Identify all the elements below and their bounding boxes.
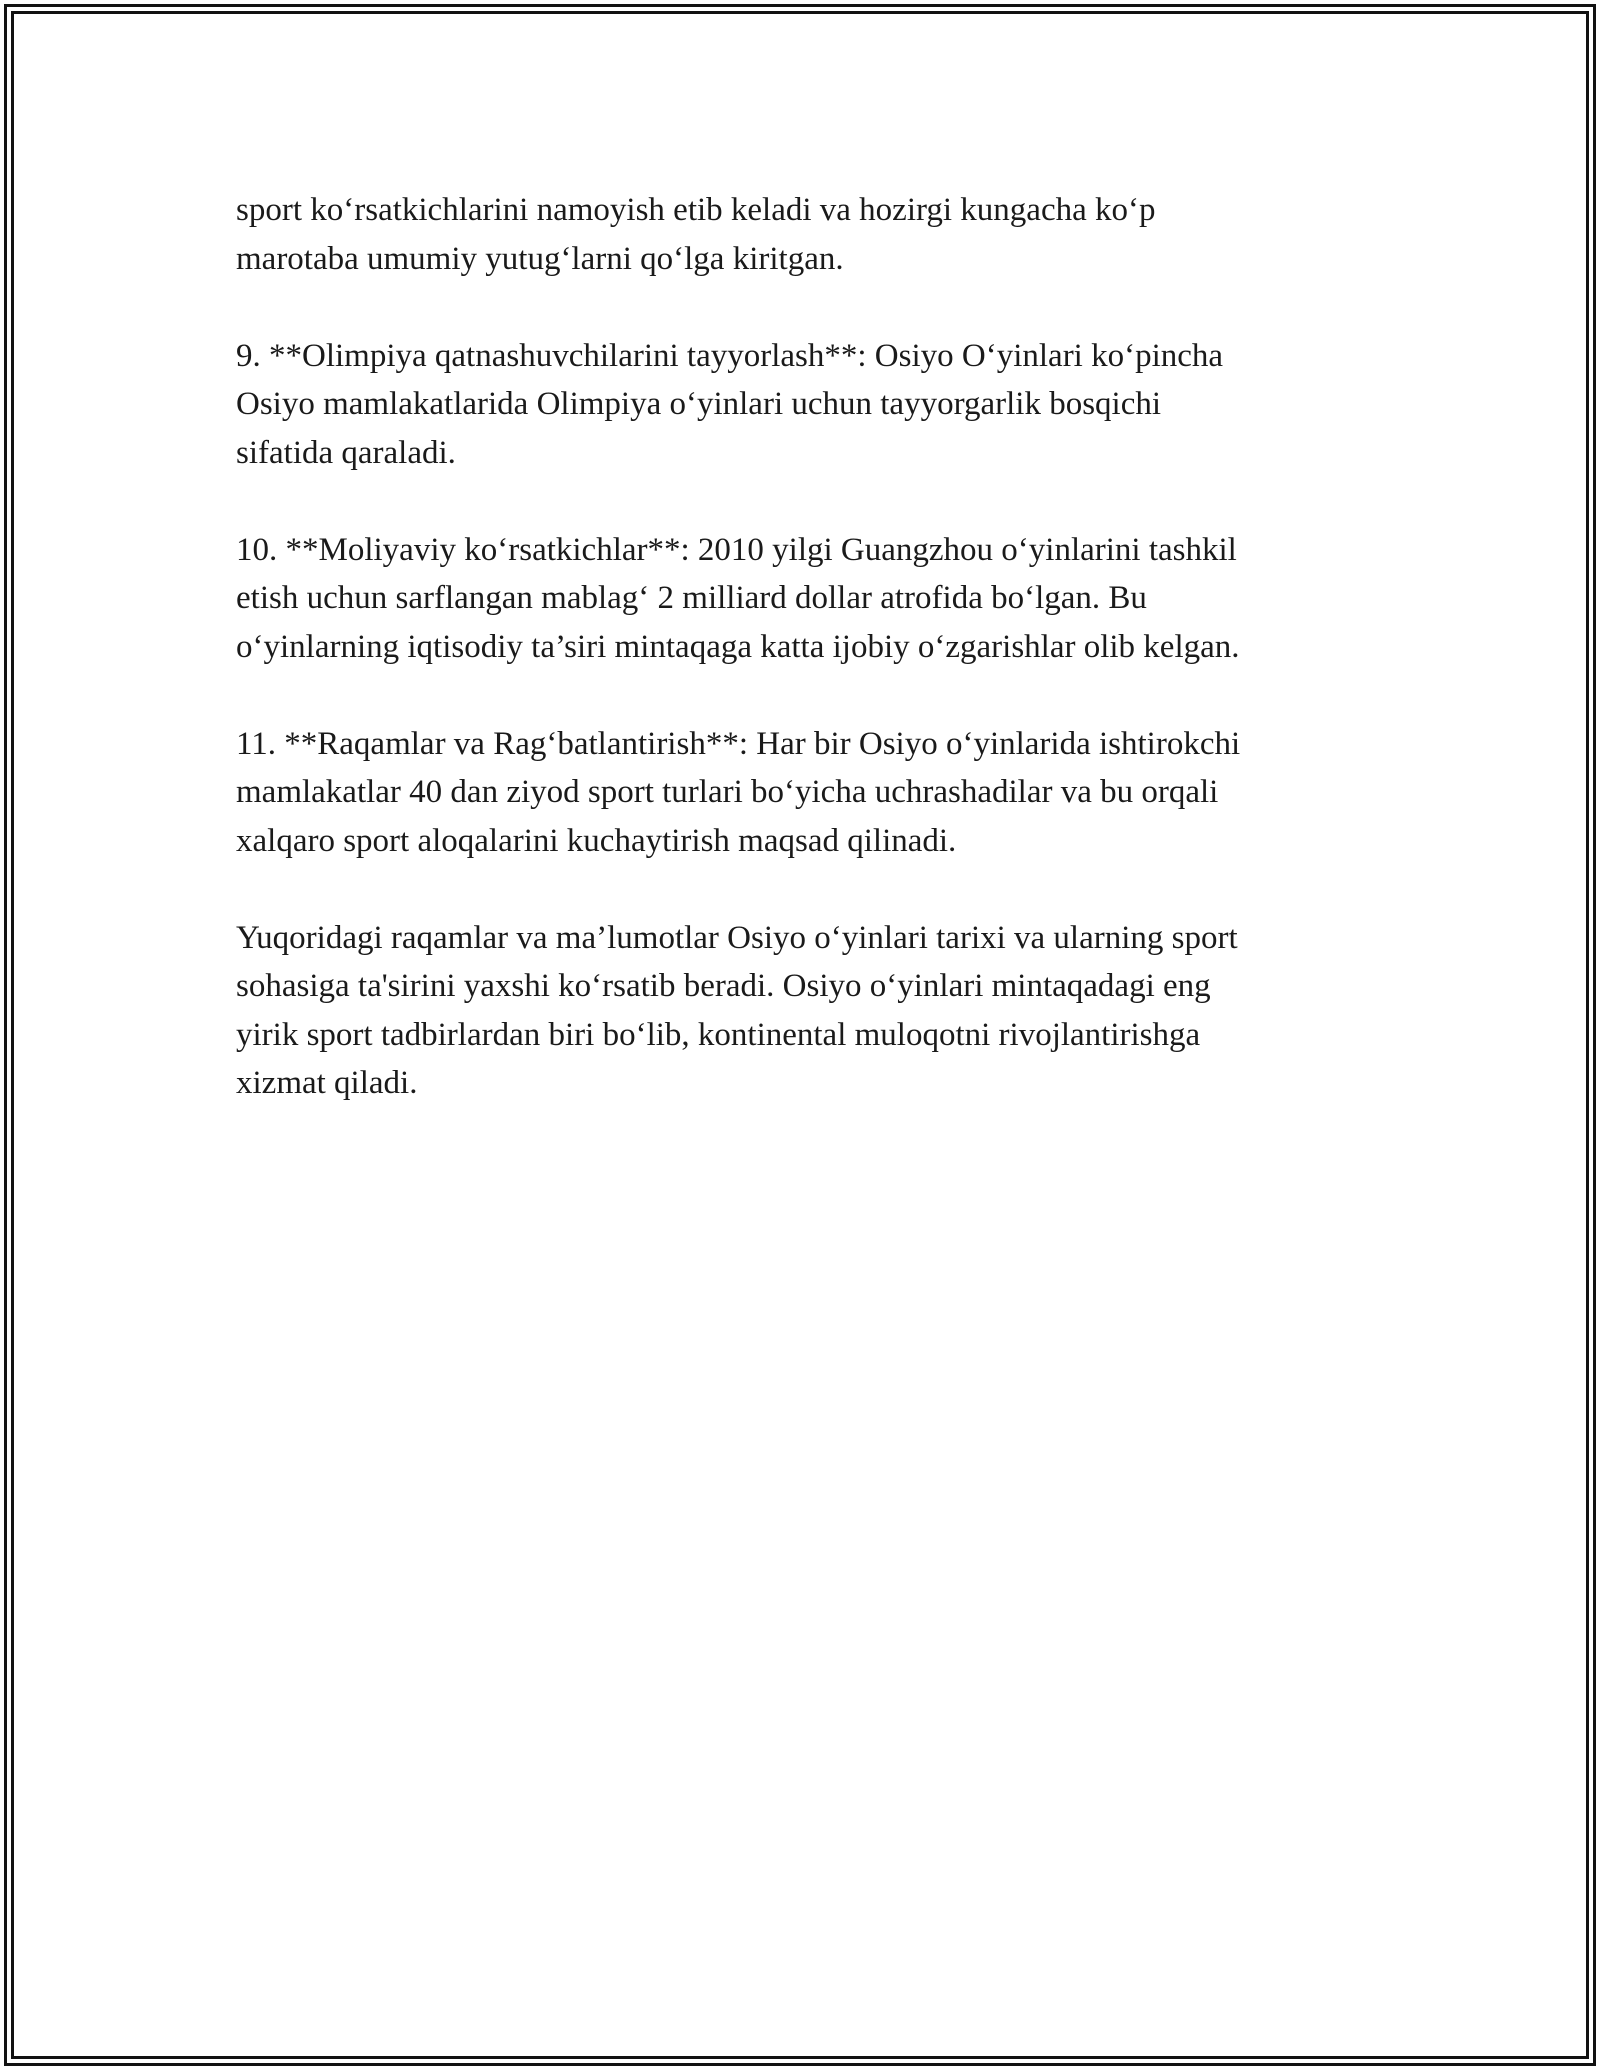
paragraph-item-9: 9. **Olimpiya qatnashuvchilarini tayyorlash**: Osiyo O‘yinlari ko‘pincha Osiyo mamlakatlarida Olimpiya o‘yinlari uchun tayyorgarlik bosqichi sifatida qaraladi.: [236, 337, 1224, 471]
paragraph-item-11: 11. **Raqamlar va Rag‘batlantirish**: Har bir Osiyo o‘yinlarida ishtirokchi mamlakatlar 40 dan ziyod sport turlari bo‘yicha uchrashadilar va bu orqali xalqaro sport aloqalarini kuchaytirish maqsad qilinadi.: [236, 725, 1241, 859]
paragraph-continuation: sport ko‘rsatkichlarini namoyish etib keladi va hozirgi kungacha ko‘p marotaba umumiy yutug‘larni qo‘lga kiritgan.: [236, 192, 1156, 277]
paragraph-item-10: 10. **Moliyaviy ko‘rsatkichlar**: 2010 yilgi Guangzhou o‘yinlarini tashkil etish uchun sarflangan mablag‘ 2 milliard dollar atrofida bo‘lgan. Bu o‘yinlarning iqtisodiy ta’siri mintaqaga katta ijobiy o‘zgarishlar olib kelgan.: [236, 531, 1240, 665]
paragraph-conclusion: Yuqoridagi raqamlar va ma’lumotlar Osiyo o‘yinlari tarixi va ularning sport sohasiga ta'sirini yaxshi ko‘rsatib beradi. Osiyo o‘yinlari mintaqadagi eng yirik sport tadbirlardan biri bo‘lib, kontinental muloqotni rivojlantirishga xizmat qiladi.: [236, 919, 1238, 1101]
document-body: [236, 186, 1366, 1156]
